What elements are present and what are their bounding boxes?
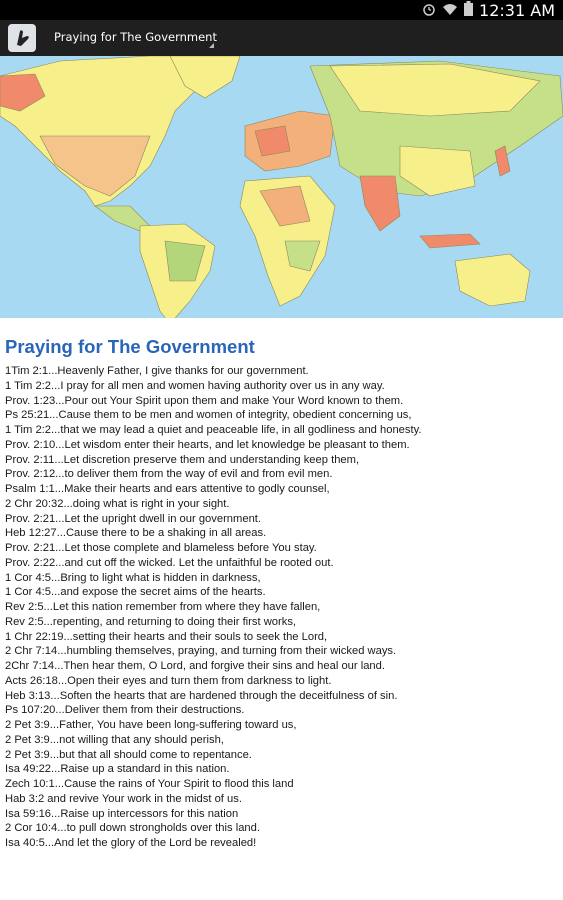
verse-line: Isa 40:5...And let the glory of the Lord be revealed! — [5, 837, 257, 849]
verse-line: Prov. 2:10...Let wisdom enter their hearts, and let knowledge be pleasant to them. — [5, 438, 410, 451]
app-icon[interactable] — [8, 24, 36, 52]
verse-line: 1 Tim 2:2...I pray for all men and women having authority over us in any way. — [5, 379, 385, 392]
verse-content — [5, 336, 560, 851]
verse-line: 1 Chr 22:19...setting their hearts and their souls to seek the Lord, — [5, 630, 328, 643]
verse-line: Prov. 2:11...Let discretion preserve them and understanding keep them, — [5, 453, 360, 466]
verse-line: 2 Pet 3:9...not willing that any should perish, — [5, 733, 224, 746]
verse-line: Rev 2:5...Let this nation remember from where they have fallen, — [5, 601, 321, 613]
verse-line: Prov. 2:21...Let the upright dwell in our government. — [5, 512, 262, 525]
verse-line: Rev 2:5...repenting, and returning to doing their first works, — [5, 615, 297, 628]
verse-line: 2 Chr 7:14...humbling themselves, praying, and turning from their wicked ways. — [5, 645, 397, 658]
page-title: Praying for The Government — [5, 336, 255, 357]
verse-line: Isa 49:22...Raise up a standard in this nation. — [5, 763, 230, 776]
verse-line: 2 Chr 20:32...doing what is right in your sight. — [5, 497, 230, 510]
verse-line: Ps 107:20...Deliver them from their destructions. — [5, 704, 245, 717]
verse-line: 2Chr 7:14...Then hear them, O Lord, and forgive their sins and heal our land. — [5, 660, 385, 672]
verse-line: 2 Pet 3:9...but that all should come to repentance. — [5, 748, 252, 761]
status-bar — [0, 0, 563, 20]
verse-line: Heb 12:27...Cause there to be a shaking in all areas. — [5, 527, 267, 540]
title-dropdown-indicator[interactable] — [209, 43, 214, 48]
verse-line: Prov. 1:23...Pour out Your Spirit upon them and make Your Word known to them. — [5, 394, 404, 407]
verse-line: Heb 3:13...Soften the hearts that are hardened through the deceitfulness of sin. — [5, 689, 398, 702]
verse-line: Acts 26:18...Open their eyes and turn them from darkness to light. — [5, 674, 332, 687]
verse-line: Hab 3:2 and revive Your work in the midst of us. — [5, 792, 242, 805]
verse-line: 2 Cor 10:4...to pull down strongholds over this land. — [5, 822, 260, 835]
verse-line: 2 Pet 3:9...Father, You have been long-suffering toward us, — [5, 719, 297, 731]
verse-line: Zech 10:1...Cause the rains of Your Spirit to flood this land — [5, 778, 294, 790]
alarm-icon — [422, 1, 436, 20]
world-map-image — [0, 56, 563, 326]
verse-line: 1 Tim 2:2...that we may lead a quiet and peaceable life, in all godliness and honesty. — [5, 424, 422, 436]
verse-list — [5, 364, 560, 851]
verse-line: Prov. 2:12...to deliver them from the way of evil and from evil men. — [5, 468, 333, 481]
verse-line: Prov. 2:21...Let those complete and blameless before You stay. — [5, 542, 317, 554]
verse-line: 1Tim 2:1...Heavenly Father, I give thanks for our government. — [5, 365, 309, 377]
verse-line: Ps 25:21...Cause them to be men and women of integrity, obedient concerning us, — [5, 409, 412, 422]
status-icons — [422, 0, 555, 20]
action-bar — [0, 20, 563, 56]
verse-line: 1 Cor 4:5...and expose the secret aims of the hearts. — [5, 586, 266, 599]
app-title: Praying for The Government — [54, 30, 217, 44]
wifi-icon — [442, 1, 458, 20]
praying-hands-icon — [11, 27, 33, 49]
verse-line: Prov. 2:22...and cut off the wicked. Let the unfaithful be rooted out. — [5, 556, 334, 569]
verse-line: 1 Cor 4:5...Bring to light what is hidden in darkness, — [5, 571, 261, 584]
verse-line: Isa 59:16...Raise up intercessors for this nation — [5, 807, 239, 820]
verse-line: Psalm 1:1...Make their hearts and ears attentive to godly counsel, — [5, 483, 330, 495]
status-time: 12:31 AM — [479, 0, 555, 20]
battery-icon — [464, 1, 473, 20]
